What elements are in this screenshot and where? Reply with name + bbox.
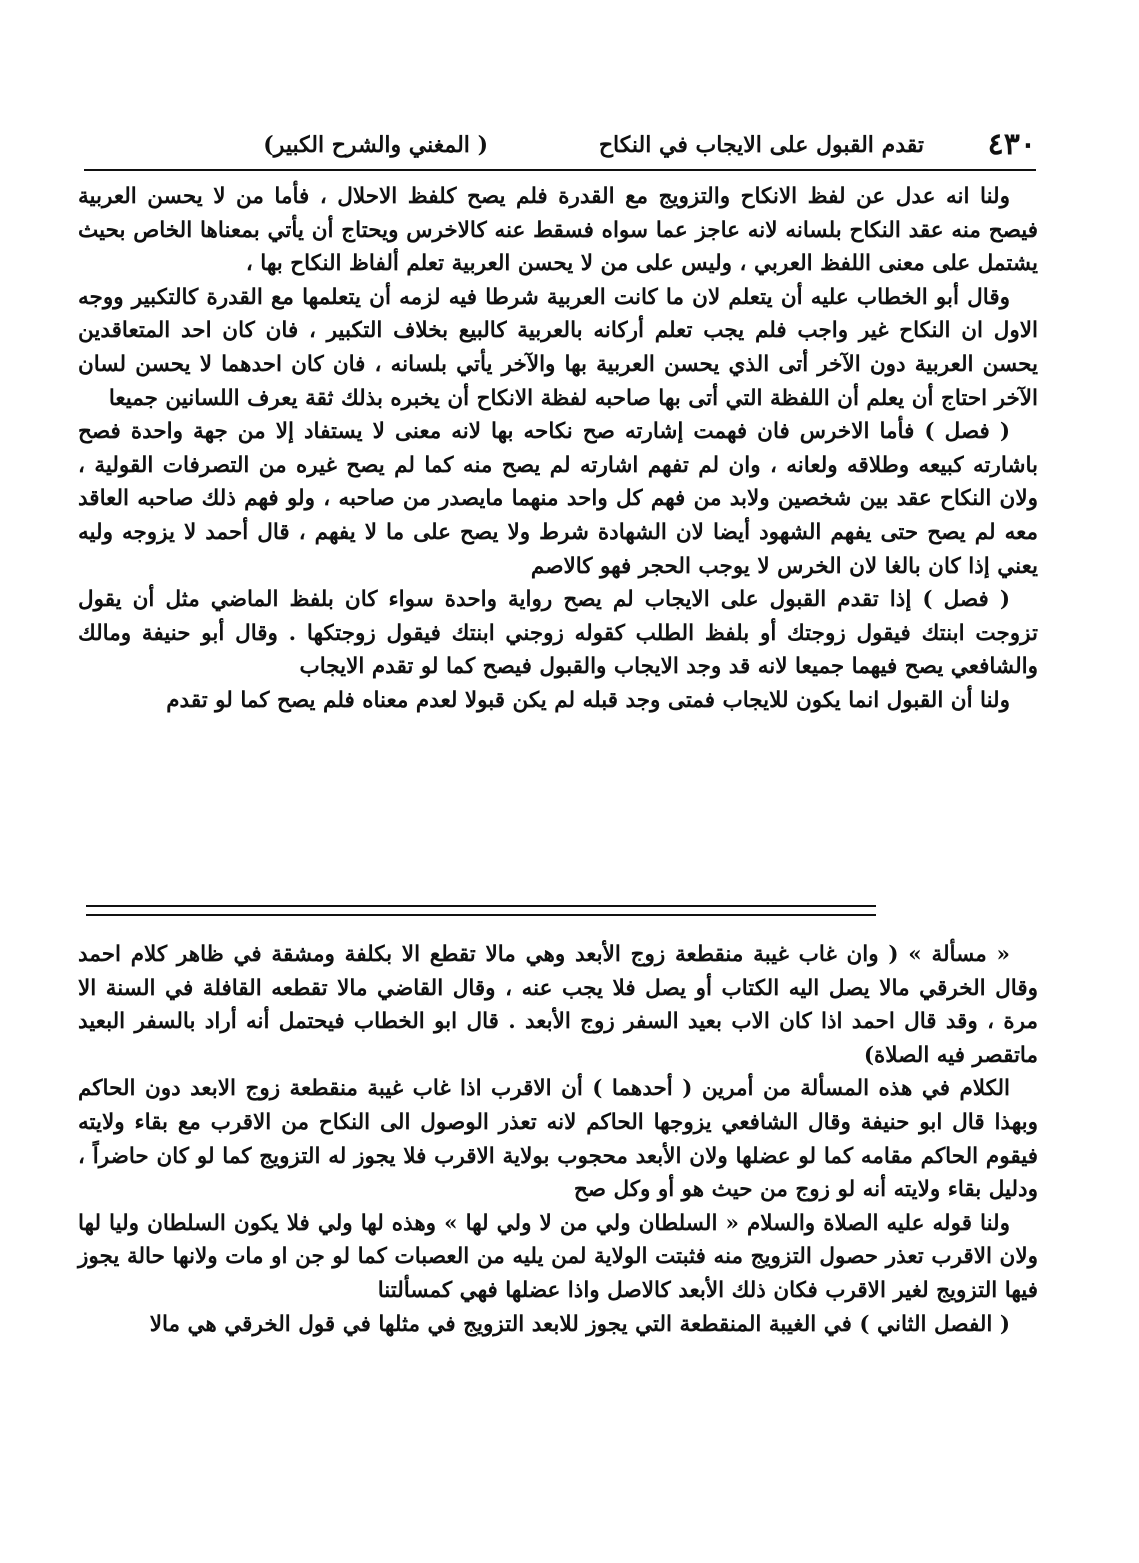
book-title: ( المغني والشرح الكبير) [263, 132, 488, 158]
lower-paragraph: ولنا قوله عليه الصلاة والسلام « السلطان ولي من لا ولي لها » وهذه لها ولي فلا يكون السلطان وليا لها ولان الاقرب تعذر حصول التزويج منه فثبتت الولاية لمن يليه من العصبات كما لو جن او مات ولانها حالة يجوز فيها التزويج لغير الاقرب فكان ذلك الأبعد كالاصل واذا عضلها فهي كمسألتنا [78, 1210, 1038, 1303]
header-rule [84, 169, 1036, 171]
main-paragraph: ( فصل ) فأما الاخرس فان فهمت إشارته صح نكاحه بها لانه معنى لا يستفاد إلا من جهة واحدة فصح باشارته كبيعه وطلاقه ولعانه ، وان لم تفهم اشارته لم يصح منه كما لم يصح غيره من التصرفات القولية ، ولان النكاح عقد بين شخصين ولابد من فهم كل واحد منهما مايصدر من صاحبه ، ولو فهم ذلك صاحبه العاقد معه لم يصح حتى يفهم الشهود أيضا لان الشهادة شرط ولا يصح على ما لا يفهم ، قال أحمد لا يزوجه وليه يعني إذا كان بالغا لان الخرس لا يوجب الحجر فهو كالاصم [78, 419, 1038, 579]
lower-paragraph: ( الفصل الثاني ) في الغيبة المنقطعة التي يجوز للابعد التزويج في مثلها في قول الخرقي هي مالا [149, 1311, 1010, 1337]
main-paragraph: ولنا انه عدل عن لفظ الانكاح والتزويج مع القدرة فلم يصح كلفظ الاحلال ، فأما من لا يحسن العربية فيصح منه عقد النكاح بلسانه لانه عاجز عما سواه فسقط عنه كالاخرس ويحتاج أن يأتي بمعناها الخاص بحيث يشتمل على معنى اللفظ العربي ، وليس على من لا يحسن العربية تعلم ألفاظ النكاح بها ، [78, 184, 1038, 277]
lower-text [78, 938, 1038, 1341]
section-divider-top [86, 905, 876, 907]
chapter-title: تقدم القبول على الايجاب في النكاح [598, 132, 924, 158]
main-paragraph: ولنا أن القبول انما يكون للايجاب فمتى وجد قبله لم يكن قبولا لعدم معناه فلم يصح كما لو تقدم [166, 687, 1010, 713]
page-number: ٤٣٠ [987, 127, 1036, 162]
section-divider-bottom [86, 914, 876, 916]
main-paragraph: ( فصل ) إذا تقدم القبول على الايجاب لم يصح رواية واحدة سواء كان بلفظ الماضي مثل أن يقول تزوجت ابنتك فيقول زوجتك أو بلفظ الطلب كقوله زوجني ابنتك فيقول زوجتكها . وقال أبو حنيفة ومالك والشافعي يصح فيهما جميعا لانه قد وجد الايجاب والقبول فيصح كما لو تقدم الايجاب [78, 587, 1038, 680]
main-text [78, 180, 1038, 718]
lower-paragraph: « مسألة » ( وان غاب غيبة منقطعة زوج الأبعد وهي مالا تقطع الا بكلفة ومشقة في ظاهر كلام احمد وقال الخرقي مالا يصل اليه الكتاب أو يصل فلا يجب عنه ، وقال القاضي مالا تقطعه القافلة في السنة الا مرة ، وقد قال احمد اذا كان الاب بعيد السفر زوج الأبعد . قال ابو الخطاب فيحتمل أنه أراد بالسفر البعيد ماتقصر فيه الصلاة) [78, 942, 1038, 1068]
page-header [78, 128, 1036, 164]
lower-paragraph: الكلام في هذه المسألة من أمرين ( أحدهما ) أن الاقرب اذا غاب غيبة منقطعة زوج الابعد دون الحاكم وبهذا قال ابو حنيفة وقال الشافعي يزوجها الحاكم لانه تعذر الوصول الى النكاح من الاقرب مع بقاء ولايته فيقوم الحاكم مقامه كما لو عضلها ولان الأبعد محجوب بولاية الاقرب فلا يجوز له التزويج كما لو كان حاضراً ، ودليل بقاء ولايته أنه لو زوج من حيث هو أو وكل صح [78, 1076, 1038, 1203]
main-paragraph: وقال أبو الخطاب عليه أن يتعلم لان ما كانت العربية شرطا فيه لزمه أن يتعلمها مع القدرة كالتكبير ووجه الاول ان النكاح غير واجب فلم يجب تعلم أركانه بالعربية كالبيع بخلاف التكبير ، فان كان احد المتعاقدين يحسن العربية دون الآخر أتى الذي يحسن العربية بها والآخر يأتي بلسانه ، فان كان احدهما لا يحسن لسان الآخر احتاج أن يعلم أن اللفظة التي أتى بها صاحبه لفظة الانكاح أن يخبره بذلك ثقة يعرف اللسانين جميعا [78, 284, 1038, 411]
